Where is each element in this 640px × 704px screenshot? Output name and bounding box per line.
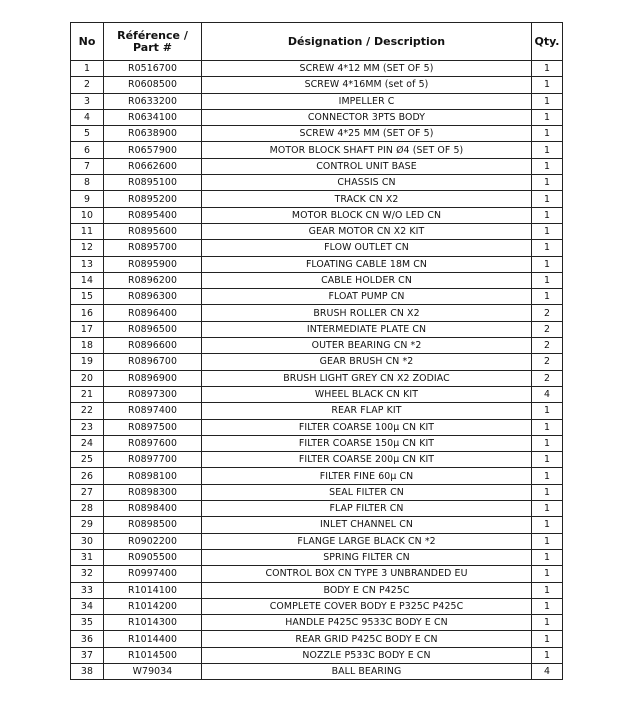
table-row xyxy=(71,61,563,77)
cell-reference: R0898400 xyxy=(104,501,202,517)
cell-description: CONTROL BOX CN TYPE 3 UNBRANDED EU xyxy=(202,566,532,582)
cell-reference: R0898100 xyxy=(104,468,202,484)
cell-reference: W79034 xyxy=(104,663,202,679)
cell-no: 25 xyxy=(71,452,104,468)
cell-qty: 1 xyxy=(532,272,563,288)
cell-reference: R0898300 xyxy=(104,484,202,500)
parts-table-body xyxy=(71,61,563,680)
cell-reference: R0897300 xyxy=(104,386,202,402)
table-row xyxy=(71,175,563,191)
cell-no: 19 xyxy=(71,354,104,370)
table-row xyxy=(71,403,563,419)
cell-reference: R0905500 xyxy=(104,549,202,565)
cell-description: BRUSH LIGHT GREY CN X2 ZODIAC xyxy=(202,370,532,386)
cell-qty: 1 xyxy=(532,207,563,223)
cell-reference: R0895700 xyxy=(104,240,202,256)
cell-no: 34 xyxy=(71,598,104,614)
cell-description: INLET CHANNEL CN xyxy=(202,517,532,533)
cell-qty: 2 xyxy=(532,354,563,370)
table-row xyxy=(71,549,563,565)
cell-reference: R0896900 xyxy=(104,370,202,386)
table-row xyxy=(71,370,563,386)
header-no: No xyxy=(71,23,104,61)
cell-no: 35 xyxy=(71,615,104,631)
header-reference xyxy=(104,23,202,61)
cell-reference: R0633200 xyxy=(104,93,202,109)
cell-reference: R1014100 xyxy=(104,582,202,598)
cell-description: FLOW OUTLET CN xyxy=(202,240,532,256)
header-reference-line1: Référence / xyxy=(117,28,188,42)
cell-qty: 1 xyxy=(532,549,563,565)
cell-no: 9 xyxy=(71,191,104,207)
cell-description: FILTER FINE 60µ CN xyxy=(202,468,532,484)
table-row xyxy=(71,615,563,631)
cell-reference: R1014400 xyxy=(104,631,202,647)
table-row xyxy=(71,631,563,647)
cell-no: 1 xyxy=(71,61,104,77)
cell-description: FILTER COARSE 200µ CN KIT xyxy=(202,452,532,468)
cell-description: FILTER COARSE 150µ CN KIT xyxy=(202,435,532,451)
cell-qty: 2 xyxy=(532,370,563,386)
table-row xyxy=(71,533,563,549)
cell-no: 15 xyxy=(71,289,104,305)
cell-description: MOTOR BLOCK CN W/O LED CN xyxy=(202,207,532,223)
cell-description: FLOATING CABLE 18M CN xyxy=(202,256,532,272)
cell-qty: 1 xyxy=(532,615,563,631)
cell-qty: 1 xyxy=(532,93,563,109)
cell-qty: 1 xyxy=(532,289,563,305)
cell-reference: R0898500 xyxy=(104,517,202,533)
table-row xyxy=(71,354,563,370)
header-row xyxy=(71,23,563,61)
cell-qty: 1 xyxy=(532,240,563,256)
cell-reference: R0896500 xyxy=(104,321,202,337)
cell-no: 3 xyxy=(71,93,104,109)
table-row xyxy=(71,305,563,321)
cell-description: REAR FLAP KIT xyxy=(202,403,532,419)
cell-no: 33 xyxy=(71,582,104,598)
cell-qty: 1 xyxy=(532,582,563,598)
cell-no: 11 xyxy=(71,223,104,239)
cell-reference: R0997400 xyxy=(104,566,202,582)
cell-qty: 1 xyxy=(532,517,563,533)
cell-qty: 1 xyxy=(532,647,563,663)
cell-qty: 1 xyxy=(532,501,563,517)
cell-no: 18 xyxy=(71,338,104,354)
table-row xyxy=(71,468,563,484)
cell-no: 2 xyxy=(71,77,104,93)
table-row xyxy=(71,386,563,402)
table-row xyxy=(71,126,563,142)
cell-no: 28 xyxy=(71,501,104,517)
cell-qty: 1 xyxy=(532,631,563,647)
cell-description: CHASSIS CN xyxy=(202,175,532,191)
table-row xyxy=(71,109,563,125)
cell-description: BALL BEARING xyxy=(202,663,532,679)
cell-qty: 1 xyxy=(532,191,563,207)
cell-qty: 1 xyxy=(532,142,563,158)
cell-reference: R0895200 xyxy=(104,191,202,207)
table-row xyxy=(71,338,563,354)
cell-description: SPRING FILTER CN xyxy=(202,549,532,565)
cell-description: FLOAT PUMP CN xyxy=(202,289,532,305)
cell-no: 32 xyxy=(71,566,104,582)
cell-qty: 2 xyxy=(532,305,563,321)
table-row xyxy=(71,517,563,533)
table-row xyxy=(71,501,563,517)
cell-qty: 1 xyxy=(532,533,563,549)
cell-no: 7 xyxy=(71,158,104,174)
cell-qty: 2 xyxy=(532,321,563,337)
table-row xyxy=(71,223,563,239)
table-row xyxy=(71,207,563,223)
cell-no: 30 xyxy=(71,533,104,549)
cell-no: 12 xyxy=(71,240,104,256)
cell-qty: 1 xyxy=(532,598,563,614)
cell-qty: 1 xyxy=(532,435,563,451)
cell-no: 13 xyxy=(71,256,104,272)
table-row xyxy=(71,191,563,207)
cell-no: 6 xyxy=(71,142,104,158)
parts-table-header xyxy=(71,23,563,61)
cell-no: 36 xyxy=(71,631,104,647)
cell-description: MOTOR BLOCK SHAFT PIN Ø4 (SET OF 5) xyxy=(202,142,532,158)
cell-reference: R0897600 xyxy=(104,435,202,451)
table-row xyxy=(71,158,563,174)
cell-qty: 1 xyxy=(532,468,563,484)
cell-description: OUTER BEARING CN *2 xyxy=(202,338,532,354)
cell-description: FLANGE LARGE BLACK CN *2 xyxy=(202,533,532,549)
cell-description: COMPLETE COVER BODY E P325C P425C xyxy=(202,598,532,614)
cell-reference: R0897500 xyxy=(104,419,202,435)
cell-reference: R0895900 xyxy=(104,256,202,272)
cell-qty: 4 xyxy=(532,663,563,679)
cell-qty: 1 xyxy=(532,452,563,468)
cell-qty: 1 xyxy=(532,109,563,125)
header-qty: Qty. xyxy=(532,23,563,61)
cell-qty: 1 xyxy=(532,256,563,272)
cell-description: CONNECTOR 3PTS BODY xyxy=(202,109,532,125)
cell-description: SCREW 4*12 MM (SET OF 5) xyxy=(202,61,532,77)
table-row xyxy=(71,647,563,663)
header-reference-line2: Part # xyxy=(133,40,172,54)
cell-description: BODY E CN P425C xyxy=(202,582,532,598)
cell-reference: R0895600 xyxy=(104,223,202,239)
cell-description: SEAL FILTER CN xyxy=(202,484,532,500)
cell-no: 5 xyxy=(71,126,104,142)
cell-no: 24 xyxy=(71,435,104,451)
cell-reference: R0608500 xyxy=(104,77,202,93)
cell-no: 26 xyxy=(71,468,104,484)
cell-reference: R0896300 xyxy=(104,289,202,305)
cell-description: WHEEL BLACK CN KIT xyxy=(202,386,532,402)
table-row xyxy=(71,598,563,614)
cell-no: 16 xyxy=(71,305,104,321)
cell-reference: R0902200 xyxy=(104,533,202,549)
cell-no: 37 xyxy=(71,647,104,663)
cell-qty: 1 xyxy=(532,419,563,435)
table-row xyxy=(71,93,563,109)
cell-no: 27 xyxy=(71,484,104,500)
cell-qty: 1 xyxy=(532,175,563,191)
cell-no: 29 xyxy=(71,517,104,533)
cell-description: SCREW 4*16MM (set of 5) xyxy=(202,77,532,93)
cell-reference: R1014300 xyxy=(104,615,202,631)
cell-qty: 1 xyxy=(532,484,563,500)
cell-description: TRACK CN X2 xyxy=(202,191,532,207)
cell-description: BRUSH ROLLER CN X2 xyxy=(202,305,532,321)
cell-qty: 1 xyxy=(532,61,563,77)
cell-reference: R0662600 xyxy=(104,158,202,174)
parts-table xyxy=(70,22,563,680)
cell-description: IMPELLER C xyxy=(202,93,532,109)
cell-reference: R0896700 xyxy=(104,354,202,370)
cell-description: SCREW 4*25 MM (SET OF 5) xyxy=(202,126,532,142)
table-row xyxy=(71,419,563,435)
cell-description: FLAP FILTER CN xyxy=(202,501,532,517)
cell-qty: 1 xyxy=(532,223,563,239)
cell-reference: R0638900 xyxy=(104,126,202,142)
table-row xyxy=(71,452,563,468)
cell-no: 14 xyxy=(71,272,104,288)
cell-reference: R0895100 xyxy=(104,175,202,191)
cell-qty: 2 xyxy=(532,338,563,354)
cell-no: 10 xyxy=(71,207,104,223)
cell-no: 4 xyxy=(71,109,104,125)
table-row xyxy=(71,240,563,256)
cell-qty: 1 xyxy=(532,126,563,142)
cell-description: GEAR BRUSH CN *2 xyxy=(202,354,532,370)
cell-reference: R0896400 xyxy=(104,305,202,321)
table-row xyxy=(71,663,563,679)
cell-description: GEAR MOTOR CN X2 KIT xyxy=(202,223,532,239)
cell-description: NOZZLE P533C BODY E CN xyxy=(202,647,532,663)
cell-reference: R0896200 xyxy=(104,272,202,288)
cell-description: REAR GRID P425C BODY E CN xyxy=(202,631,532,647)
cell-no: 22 xyxy=(71,403,104,419)
cell-qty: 1 xyxy=(532,158,563,174)
header-description: Désignation / Description xyxy=(202,23,532,61)
cell-no: 17 xyxy=(71,321,104,337)
cell-qty: 1 xyxy=(532,77,563,93)
cell-qty: 1 xyxy=(532,566,563,582)
table-row xyxy=(71,582,563,598)
cell-reference: R0896600 xyxy=(104,338,202,354)
table-row xyxy=(71,289,563,305)
table-row xyxy=(71,321,563,337)
table-row xyxy=(71,484,563,500)
cell-qty: 4 xyxy=(532,386,563,402)
cell-description: INTERMEDIATE PLATE CN xyxy=(202,321,532,337)
cell-no: 21 xyxy=(71,386,104,402)
cell-reference: R0897700 xyxy=(104,452,202,468)
table-row xyxy=(71,256,563,272)
cell-reference: R1014500 xyxy=(104,647,202,663)
cell-no: 20 xyxy=(71,370,104,386)
cell-description: FILTER COARSE 100µ CN KIT xyxy=(202,419,532,435)
cell-no: 31 xyxy=(71,549,104,565)
cell-description: CONTROL UNIT BASE xyxy=(202,158,532,174)
table-row xyxy=(71,272,563,288)
table-row xyxy=(71,77,563,93)
table-row xyxy=(71,142,563,158)
cell-reference: R0657900 xyxy=(104,142,202,158)
table-row xyxy=(71,435,563,451)
cell-reference: R0895400 xyxy=(104,207,202,223)
cell-no: 23 xyxy=(71,419,104,435)
cell-no: 8 xyxy=(71,175,104,191)
cell-no: 38 xyxy=(71,663,104,679)
cell-description: CABLE HOLDER CN xyxy=(202,272,532,288)
table-row xyxy=(71,566,563,582)
cell-reference: R0634100 xyxy=(104,109,202,125)
cell-reference: R0897400 xyxy=(104,403,202,419)
cell-reference: R0516700 xyxy=(104,61,202,77)
cell-qty: 1 xyxy=(532,403,563,419)
cell-reference: R1014200 xyxy=(104,598,202,614)
cell-description: HANDLE P425C 9533C BODY E CN xyxy=(202,615,532,631)
